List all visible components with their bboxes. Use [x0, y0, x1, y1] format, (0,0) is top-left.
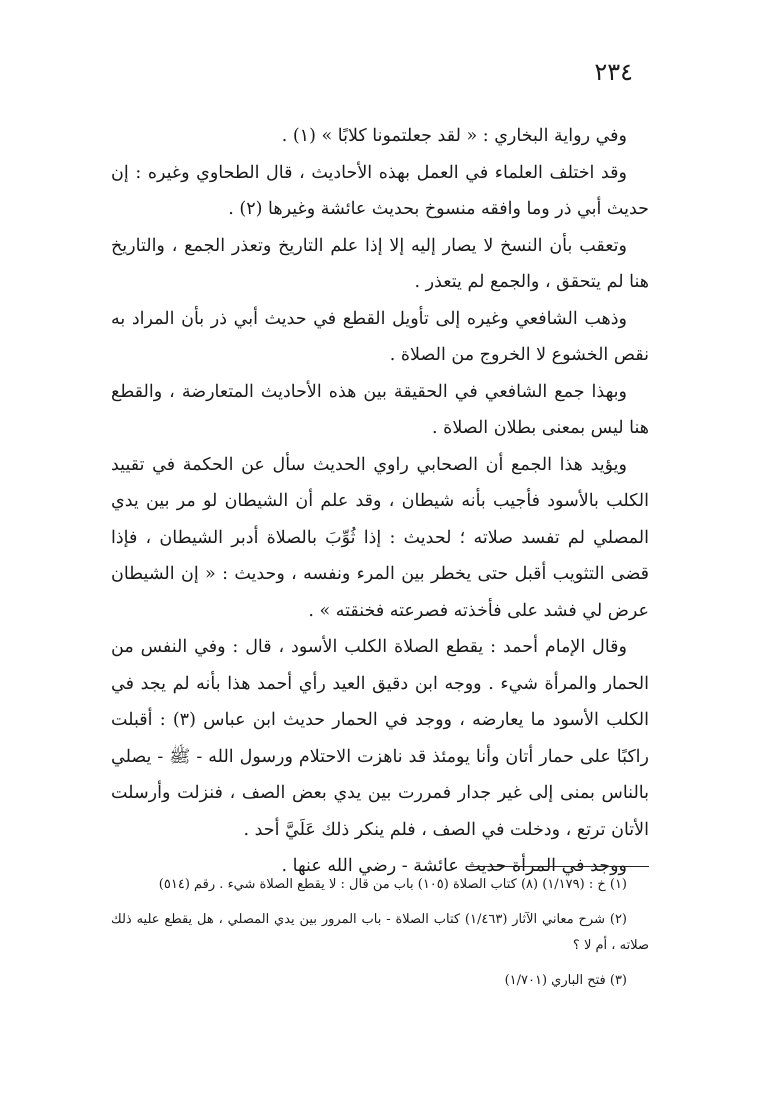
paragraph-imam-ahmad: وقال الإمام أحمد : يقطع الصلاة الكلب الأسود ، قال : وفي النفس من الحمار والمرأة شيء . ووجه ابن دقيق العيد رأي أحمد هذا بأنه لم يجد في الكلب الأسود ما يعارضه ، ووجد في الحمار حديث ابن عباس (٣) : أقبلت راكبًا على حمار أتان وأنا يومئذ قد ناهزت الاحتلام ورسول الله - ﷺ - يصلي بالناس بمنى إلى غير جدار فمررت بين يدي بعض الصف ، فنزلت وأرسلت الأتان ترتع ، ودخلت في الصف ، فلم ينكر ذلك عَلَيَّ أحد . [111, 637, 649, 840]
paragraph-supporting-evidence: ويؤيد هذا الجمع أن الصحابي راوي الحديث سأل عن الحكمة في تقييد الكلب بالأسود فأجيب بأنه شيطان ، وقد علم أن الشيطان لو مر بين يدي المصلي لم تفسد صلاته ؛ لحديث : إذا ثُوِّبَ بالصلاة أدبر الشيطان ، فإذا قضى التثويب أقبل حتى يخطر بين المرء ونفسه ، وحديث : « إن الشيطان عرض لي فشد على فأخذته فصرعته فخنقته » . [111, 454, 649, 621]
footnotes [111, 872, 649, 1003]
paragraph-aisha-hadith: ووجد في المرأة حديث عائشة - رضي الله عنها . [281, 856, 627, 876]
page-number: ٢٣٤ [594, 58, 633, 86]
paragraph-scholars-disagreement: وقد اختلف العلماء في العمل بهذه الأحاديث ، قال الطحاوي وغيره : إن حديث أبي ذر وما وافقه منسوخ بحديث عائشة وغيرها (٢) . [111, 162, 649, 219]
paragraph-abrogation-response: وتعقب بأن النسخ لا يصار إليه إلا إذا علم التاريخ وتعذر الجمع ، والتاريخ هنا لم يتحقق ، والجمع لم يتعذر . [111, 235, 649, 292]
paragraph-reconciliation: وبهذا جمع الشافعي في الحقيقة بين هذه الأحاديث المتعارضة ، والقطع هنا ليس بمعنى بطلان الصلاة . [111, 381, 649, 438]
paragraph-bukhari-narration: وفي رواية البخاري : « لقد جعلتمونا كلابًا » (١) . [281, 126, 627, 146]
paragraph-shafii-interpretation: وذهب الشافعي وغيره إلى تأويل القطع في حديث أبي ذر بأن المراد به نقص الخشوع لا الخروج من الصلاة . [111, 308, 649, 365]
footnote-1: (١) خ : (١/١٧٩) (٨) كتاب الصلاة (١٠٥) باب من قال : لا يقطع الصلاة شيء . رقم (٥١٤) [158, 877, 627, 892]
footnote-3: (٣) فتح الباري (١/٧٠١) [504, 973, 627, 988]
main-text [111, 118, 649, 885]
footnote-2: (٢) شرح معاني الآثار (١/٤٦٣) كتاب الصلاة - باب المرور بين يدي المصلي ، هل يقطع عليه ذلك صلاته ، أم لا ؟ [111, 912, 649, 953]
footnote-divider [466, 866, 649, 867]
